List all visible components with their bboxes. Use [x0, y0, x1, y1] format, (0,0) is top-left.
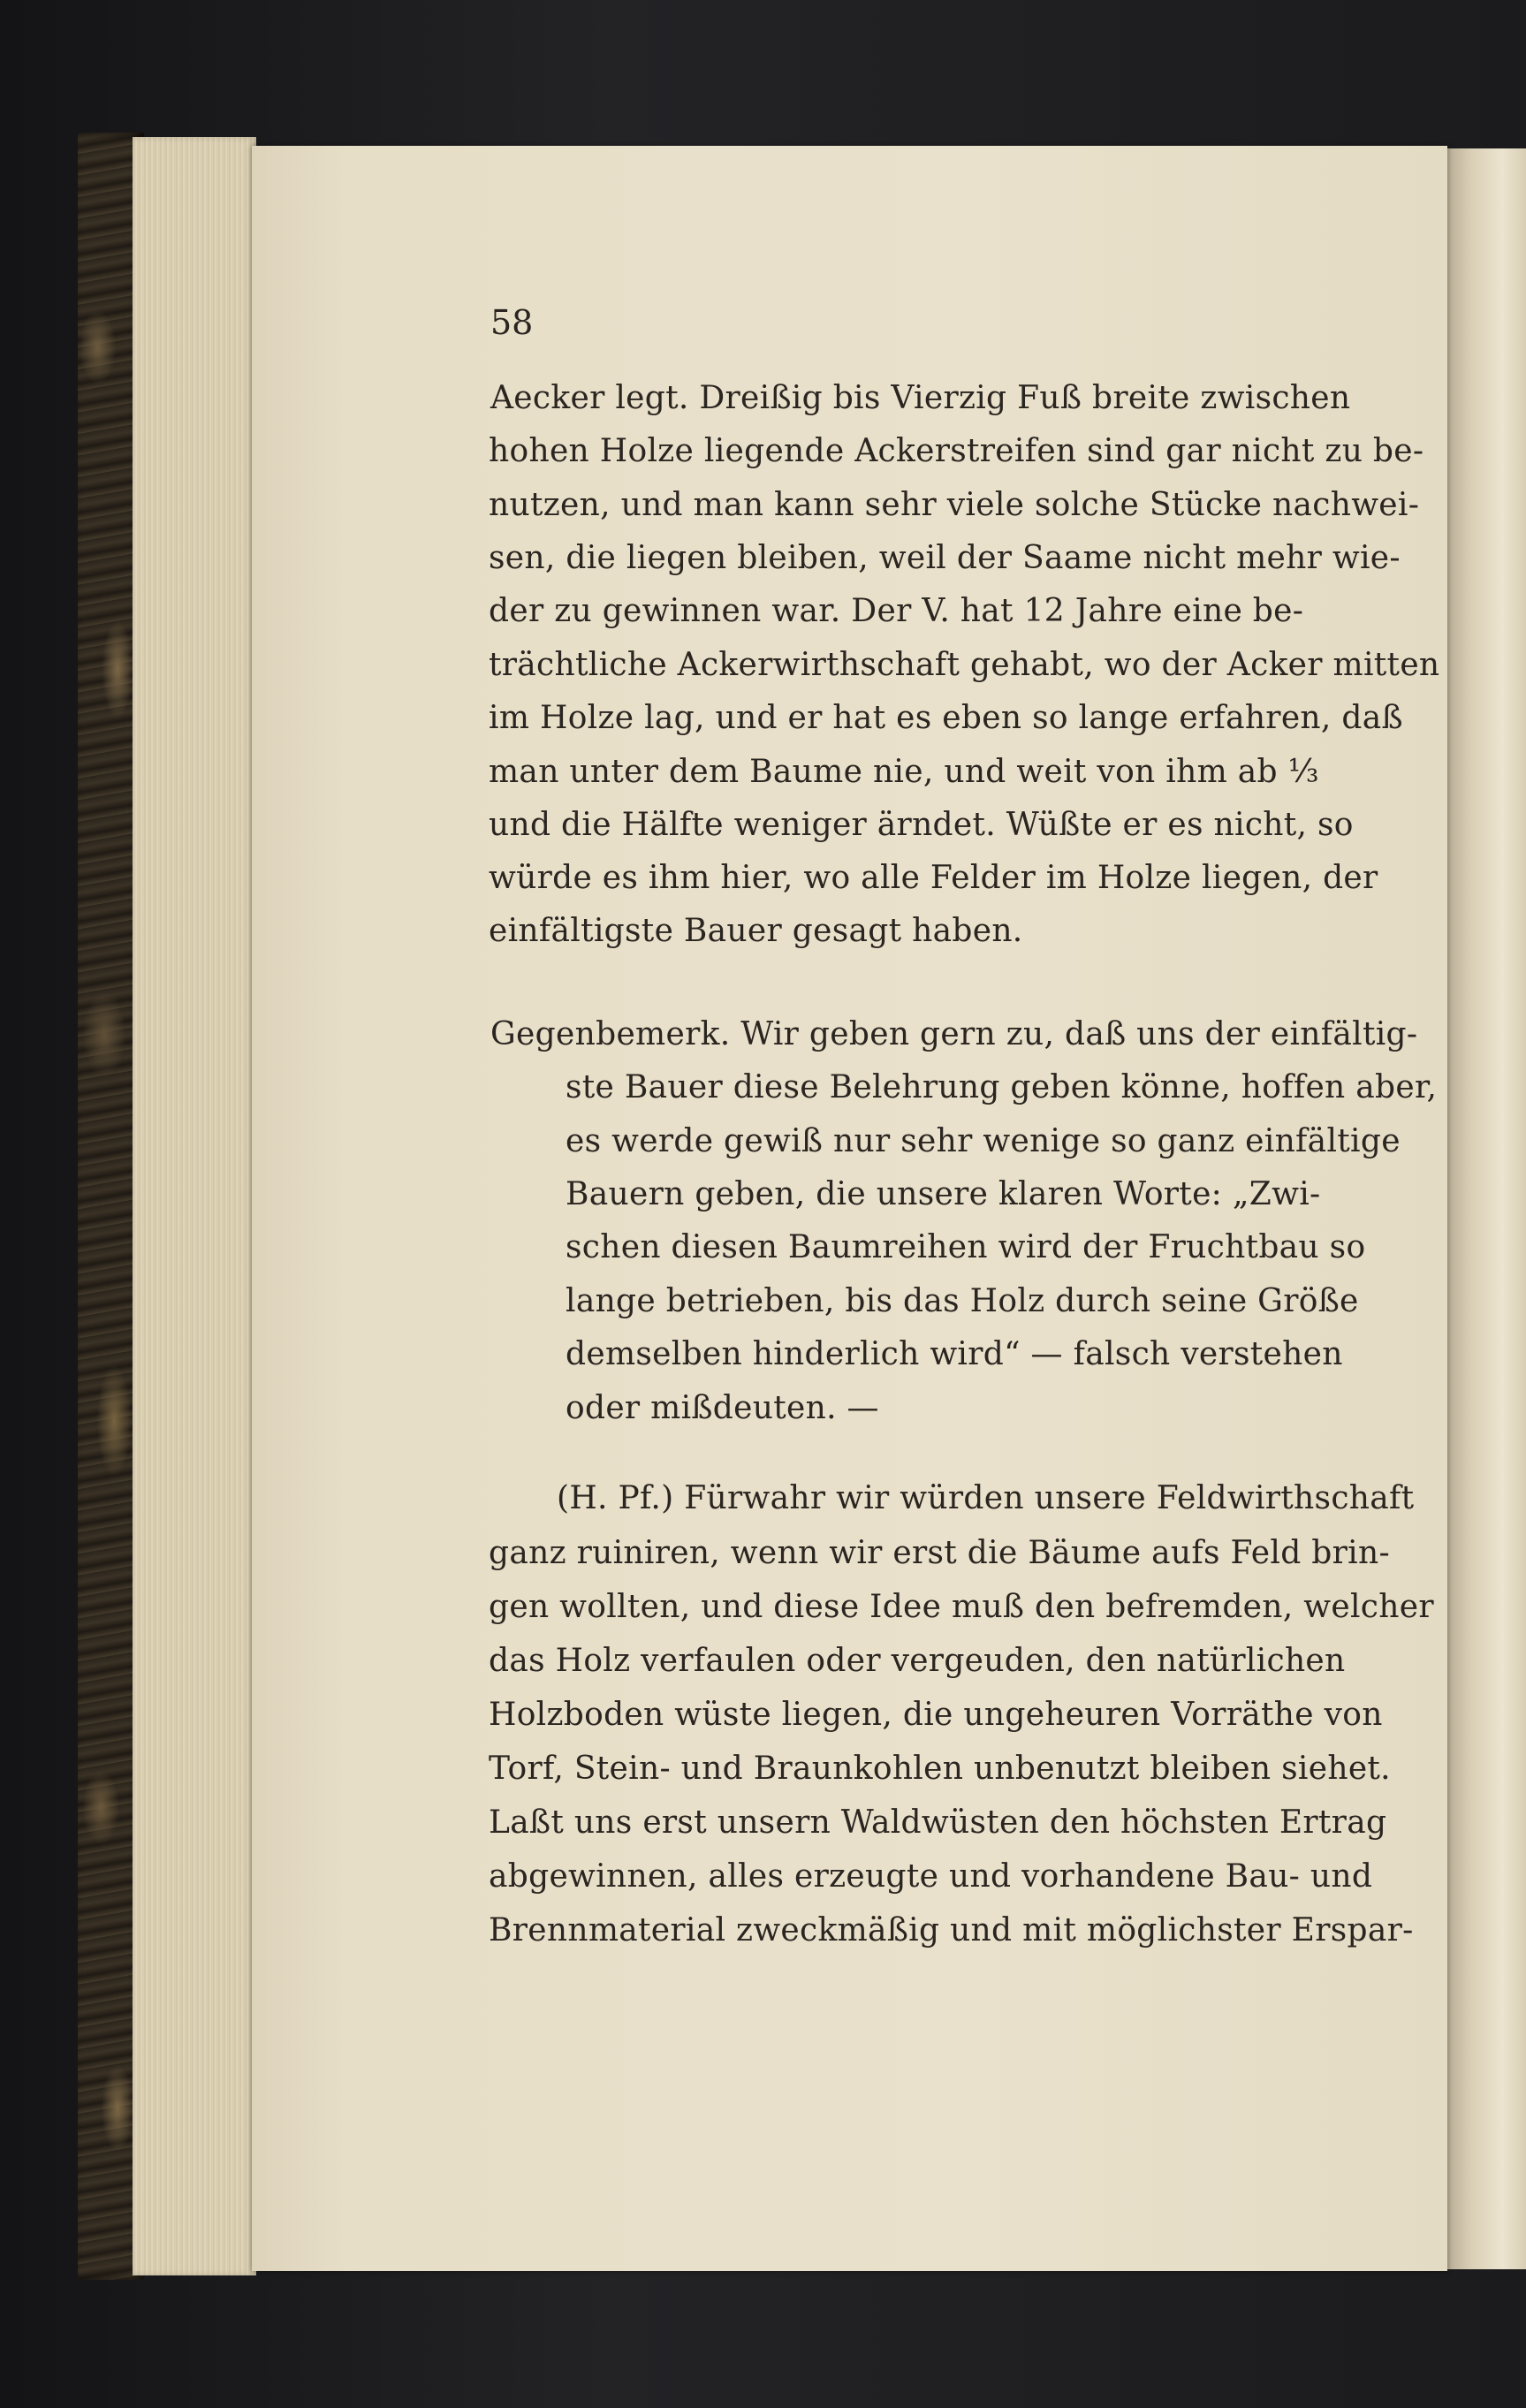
text-line: ganz ruiniren, wenn wir erst die Bäume aufs Feld brin- [489, 1535, 1390, 1571]
text-line: oder mißdeuten. — [566, 1390, 879, 1426]
text-line: es werde gewiß nur sehr wenige so ganz einfältige [566, 1123, 1401, 1159]
next-page-edge [1447, 148, 1526, 2269]
text-line: Aecker legt. Dreißig bis Vierzig Fuß breite zwischen [490, 380, 1351, 416]
text-line: gen wollten, und diese Idee muß den befremden, welcher [489, 1589, 1434, 1625]
text-line: ste Bauer diese Belehrung geben könne, hoffen aber, [566, 1069, 1438, 1105]
text-line: und die Hälfte weniger ärndet. Wüßte er es nicht, so [489, 807, 1354, 843]
page-edges [133, 137, 256, 2275]
page-number: 58 [490, 303, 534, 342]
text-line: schen diesen Baumreihen wird der Fruchtbau so [566, 1229, 1366, 1265]
text-line: Laßt uns erst unsern Waldwüsten den höchsten Ertrag [489, 1804, 1387, 1841]
text-line: man unter dem Baume nie, und weit von ihm ab ⅓ [489, 754, 1319, 790]
page-text [252, 146, 1447, 2271]
text-line: würde es ihm hier, wo alle Felder im Holze liegen, der [489, 860, 1378, 896]
text-line: Gegenbemerk. Wir geben gern zu, daß uns der einfältig- [490, 1016, 1418, 1052]
text-line: hohen Holze liegende Ackerstreifen sind gar nicht zu be- [489, 433, 1424, 469]
text-line: nutzen, und man kann sehr viele solche Stücke nachwei- [489, 487, 1420, 523]
text-line: der zu gewinnen war. Der V. hat 12 Jahre eine be- [489, 593, 1304, 629]
text-line: lange betrieben, bis das Holz durch seine Größe [566, 1283, 1359, 1319]
text-line: im Holze lag, und er hat es eben so lange erfahren, daß [489, 700, 1403, 736]
text-line: abgewinnen, alles erzeugte und vorhandene Bau- und [489, 1858, 1373, 1895]
text-line: sen, die liegen bleiben, weil der Saame nicht mehr wie- [489, 540, 1401, 576]
text-line: das Holz verfaulen oder vergeuden, den natürlichen [489, 1643, 1346, 1679]
text-line: trächtliche Ackerwirthschaft gehabt, wo der Acker mitten [489, 647, 1440, 683]
text-line: Bauern geben, die unsere klaren Worte: „Zwi- [566, 1176, 1321, 1212]
text-line: einfältigste Bauer gesagt haben. [489, 913, 1023, 949]
text-line: Brennmaterial zweckmäßig und mit möglichster Erspar- [489, 1912, 1414, 1948]
text-line: Holzboden wüste liegen, die ungeheuren Vorräthe von [489, 1697, 1383, 1733]
text-line: demselben hinderlich wird“ — falsch verstehen [566, 1336, 1343, 1372]
text-line: Torf, Stein- und Braunkohlen unbenutzt bleiben siehet. [489, 1751, 1391, 1787]
text-line: (H. Pf.) Fürwahr wir würden unsere Feldwirthschaft [557, 1480, 1415, 1516]
book-page [252, 146, 1447, 2271]
